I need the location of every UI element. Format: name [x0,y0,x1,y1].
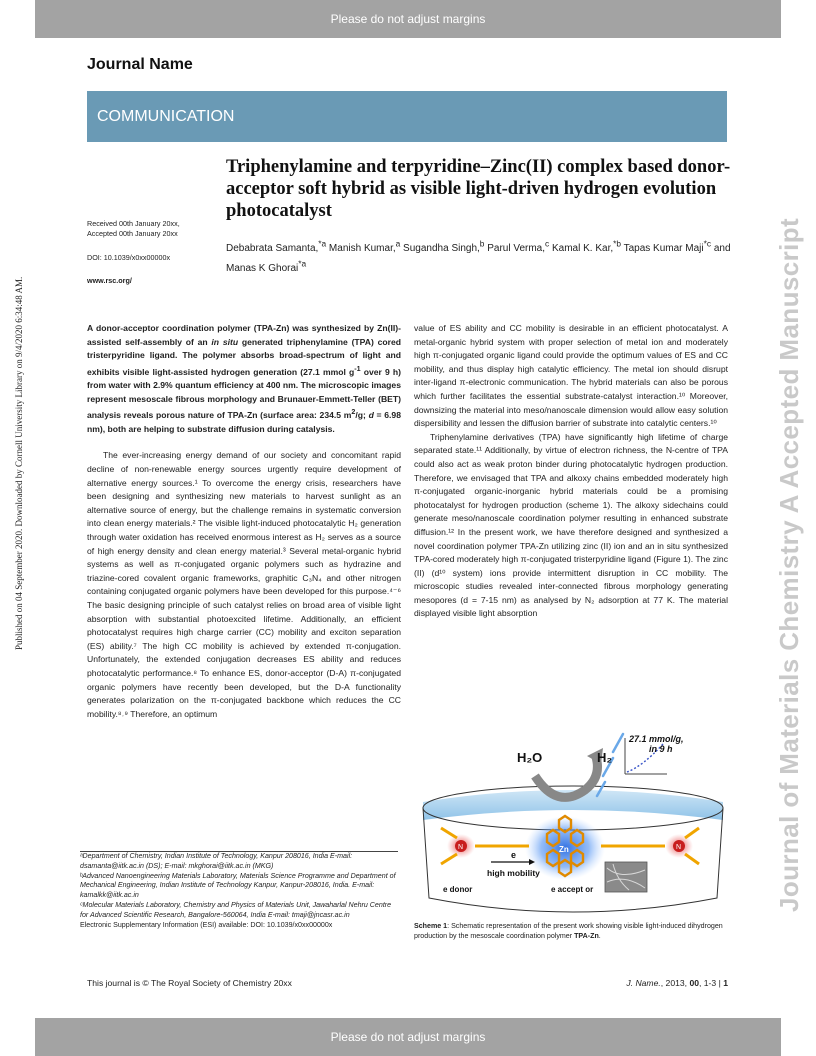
author: and Manas K Ghorai$^{*a}$ [226,243,731,274]
author: Tapas Kumar Maji$^{*c}$ [621,239,712,255]
n-label-right: N [676,844,682,851]
author: Debabrata Samanta,$^{*a}$ [226,239,327,255]
rate-label-line2: in 9 h [649,744,673,754]
top-margin-banner: Please do not adjust margins [35,0,781,38]
h2o-label: H₂O [517,750,543,765]
high-mobility-label: high mobility [487,868,540,878]
body-paragraph: Triphenylamine derivatives (TPA) have significantly high lifetime of charge separated state.¹¹ Additionally, by virtue of electron richness, the N-centre of TPA could also act as weak proton binder during photocatalytic hydrogen production. Therefore, we envisaged that TPA and alkoxy chains embedded moderately high π-conjugated organic-inorganic hybrid materials could be a promising photocatalyst for hydrogen production (scheme 1). The alkoxy sidechains could generate meso/nanoscale coordination polymer resulting in enhanced substrate diffusion.¹² In the present work, we have therefore designed and synthesized a novel coordination polymer TPA-Zn utilizing zinc (II) ion and an in situ synthesized TPA-cored moderately high π-conjugated tristerpyridine ligand (Figure 1). The zinc (II) (d¹⁰ system) ions provide intermittent disruption in CC mobility. The microscopic studies revealed inter-connected fibrous morphology generating mesopores (d = 7-15 nm) as analysed by N₂ adsorption at 77 K. The material displayed visible light absorption [414,431,728,619]
body-paragraph: The ever-increasing energy demand of our society and concomitant rapid decline of non-renewable energy sources urgently require development of alternative energy sources.¹ To overcome the energy crisis, researchers have been designing and synthesizing new materials to harvest sunlight as an alternative source of energy, but the challenge remains in systematic conversion into clean energy materials.² The visible light-induced photocatalytic H₂ generation through water oxidation has received enormous interest as H₂ serves as a source of high energy density and clean energy material.³ Several metal-organic hybrid systems as well as π-conjugated organic polymers such as hydrazine and triazine-cored covalent organic frameworks, graphitic C₃N₄ and other nitrogen containing conjugated organic polymers have been developed for this purpose.⁴⁻⁶ The basic designing principle of such catalyst relies on broad area of visible light absorption with substantial photoexcited lifetime. Additionally, an efficient photocatalyst requires high charge carrier (CC) mobility and exciton separation (ES) ability.⁷ The high CC mobility is achieved by extended π-conjugation. Unfortunately, the extended conjugation decreases ES ability and reduces photocatalytic performance.⁸ To enhance ES, donor-acceptor (D-A) π-conjugated organic polymers have recently been developed, but the D-A functionality generates polarization on the π-conjugated backbone which reduces the CC mobility.⁸˒⁹ Therefore, an optimum [87,450,401,719]
accepted-manuscript-watermark: Journal of Materials Chemistry A Accepted Manuscript [774,217,804,912]
left-column [87,322,401,721]
n-label-left: N [458,844,464,851]
abstract: A donor-acceptor coordination polymer (TPA-Zn) was synthesized by Zn(II)-assisted self-assembly of an in situ generated triphenylamine (TPA) cored tristerpyridine ligand. The polymer absorbs broad-spectrum of light and exhibits visible light-assisted hydrogen generation (27.1 mmol $g^{-1}$ over 9 h) from water with 2.9% quantum efficiency at 400 nm. The microscopic images represent mesoscale fibrous morphology and Brunauer-Emmett-Teller (BET) analysis reveals porous nature of TPA-Zn (surface area: 234.5 $m^2/g$; d = 6.98 nm), both are helping to substrate diffusion during catalysis. [87,323,401,434]
download-notice: Published on 04 September 2020. Downloaded by Cornell University Library on 9/4/2020 6:34:48 AM. [14,276,24,650]
affiliation-a: ᵃDepartment of Chemistry, Indian Institute of Technology, Kanpur 208016, India E-mail: dsamanta@iitk.ac.in (DS); E-mail: mkghorai@iitk.ac.in (MKG) [80,852,353,870]
journal-name: Journal Name [87,56,193,73]
scheme-1-graphic [417,730,729,916]
author: Parul Verma,$^c$ [484,239,550,255]
article-title: Triphenylamine and terpyridine–Zinc(II) complex based donor-acceptor soft hybrid as visible light-driven hydrogen evolution photocatalyst [226,157,731,221]
author-list [226,237,731,276]
zn-label: Zn [559,845,569,854]
body-paragraph: value of ES ability and CC mobility is desirable in an efficient photocatalyst. A metal-organic hybrid system with proper selection of metal ion and moderately high π-conjugated organic ligand could provide the optimum values of ES and CC mobility, and thus display high catalytic efficiency. The metal ion should disrupt inter-ligand π-electronic communication. The hybrid materials can also be porous which further facilitates the essential substrate-catalyst interaction.¹⁰ Moreover, downsizing the material into meso/nanoscale dimension would allow easy solution dispersibility and lessen the diffusion barrier of substrate into catalytic centers.¹⁰ [414,323,728,429]
donor-label: e donor [443,885,473,894]
rate-label-line1: 27.1 mmol/g, [629,734,684,744]
esi-note: Electronic Supplementary Information (ESI) available: DOI: 10.1039/x0xx00000x [80,920,333,929]
section-banner: COMMUNICATION [87,91,727,142]
footnotes [80,852,400,930]
rsc-link[interactable]: www.rsc.org/ [87,276,132,285]
acceptor-label: e accept or [551,885,594,894]
received-date: Received 00th January 20xx, [87,219,180,228]
accepted-date: Accepted 00th January 20xx [87,229,178,238]
electron-label: e [511,850,517,860]
author: Kamal K. Kar,$^{*b}$ [549,239,621,255]
affiliation-c: ᶜMolecular Materials Laboratory, Chemistry and Physics of Materials Unit, Jawaharlal Nehru Centre for Advanced Scientific Research, Bangalore-560064, India E-mail: tmaji@jncasr.ac.in [80,900,392,919]
scheme-caption: Scheme 1: Schematic representation of the present work showing visible light-induced dihydrogen production by the mesoscale coordination polymer TPA-Zn. [414,922,723,940]
doi: DOI: 10.1039/x0xx00000x [87,253,171,262]
author: Sugandha Singh,$^b$ [400,239,485,255]
page-footer: J. Name., 2013, 00, 1-3 | 1 [626,978,728,988]
right-column [414,322,728,621]
author: Manish Kumar,$^a$ [326,239,401,255]
bottom-margin-banner: Please do not adjust margins [35,1018,781,1056]
affiliation-b: ᵇAdvanced Nanoengineering Materials Laboratory, Materials Science Programme and Department of Mechanical Engineering, Indian Institute of Technology Kanpur, Kanpur-208016, India. E-mail: kamalkk@iitk.ac.in [80,871,396,900]
h2-label: H₂ [597,750,613,765]
copyright-footer: This journal is © The Royal Society of Chemistry 20xx [87,978,292,988]
